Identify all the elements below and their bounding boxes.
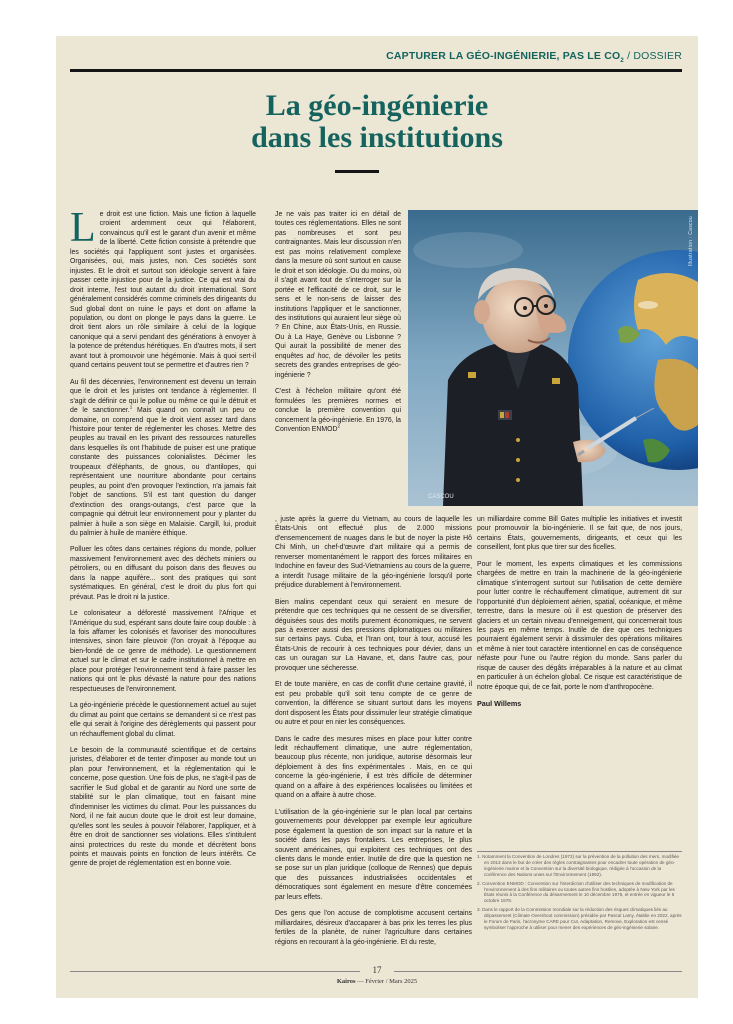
publication-name: Kairos: [336, 978, 356, 985]
paragraph: Au fil des décennies, l'environnement est devenu un terrain que le droit et les juristes ont tendance à réglementer. Il s'agit de définir ce qui le pollue ou même ce qui le détruit et de le sanctionner.$^1$ Mais quand on connaît un peu ce domaine, on comprend que le droit vient assez tard dans l'histoire pour tenter de réglementer les choses. Mettre des peuples au travail en les privant des ressources naturelles dans lesquelles ils ont l'habitude de puiser est une pratique constante des puissances colonialistes. Décimer les troupeaux d'éléphants, de gnous, ou d'antilopes, qui représentaient une nourriture abondante pour certains peuples, au point d'en provoquer l'extinction, n'a jamais fait l'objet de sanctions. S'il est tant question du danger d'extinction des orangs-outangs, c'est parce que la compagnie qui détruit leur environnement pour y planter du palmier à huile a son siège en Malaisie. Cargill, lui, produit du palmier à huile de manière éthique.: [70, 378, 256, 537]
illustration: [408, 210, 698, 506]
column-2-lower: [275, 515, 472, 954]
paragraph: Le colonisateur a déforesté massivement l'Afrique et l'Amérique du sud, espérant sans doute faire coup double : à la fois affamer les colonisés et favoriser des monocultures intensives, sinon faire pleuvoir (l'on croyait à l'époque au bien-fondé de ce genre de méthode). Le questionnement actuel sur le climat et sur le cadre institutionnel à mettre en place pour protéger l'environnement tend à faire passer les nations qui ont le plus dévasté la nature pour des nations respectueuses de l'environnement.: [70, 610, 256, 693]
drop-cap: L: [70, 205, 96, 251]
running-header: [56, 50, 682, 64]
paragraph: Le droit est une fiction. Mais une fiction à laquelle croient ardemment ceux qui l'élaborent, convaincus qu'il est le garant d'un avenir et même de la liberté. Cette fiction consiste à prétendre que les sociétés qui l'appliquent sont justes et organisées. Organisées, oui, mais justes, non. Ces sociétés sont injustes. Et le droit et surtout son idéologie servent à faire passer cette injustice pour de la justice. Ce qui est vrai du droit interne, l'est tout autant du droit international. Sont généralement considérés comme criminels des dirigeants du Sud global dont on ruine le pays et dont on affame la population, ou dont on plonge le pays dans la guerre. Le droit tient alors un rôle similaire à celui de la logique canonique qui a servi pendant des générations à envoyer à la potence de prétendus hérétiques. En d'autres mots, il sert avant tout à promouvoir une hégémonie. Mais à quoi sert-il quand certains peuvent tout se permettre et d'autres rien ?: [70, 205, 256, 370]
header-section: DOSSIER: [633, 50, 682, 62]
illustration-credit: Illustration : Cascou: [688, 216, 694, 267]
magazine-page: [56, 36, 698, 998]
footnote-2: 2. Convention ENMOD : Convention sur l'interdiction d'utiliser des techniques de modification de l'environnement à des fins militaires ou toutes autres fins hostiles, adoptée à New York par les États réunis à la Conférence du désarmement le 10 décembre 1976, et entrée en vigueur le 5 octobre 1978.: [477, 880, 675, 904]
author-name: Paul Willems: [477, 699, 522, 709]
footnotes-rule: [477, 851, 682, 852]
footnote-3: 3. Dans le rapport de la Commission mondiale sur la réduction des risques climatiques liés au dépassement (Climate Overshoot commission) présidée par Pascal Lamy, établie en 2022, après le Forum de Paris, l'acronyme CARE pour Cut, Adaptation, Remove, Exploration est censé symboliser l'approche à utiliser pour mener des expériences de géo-ingénierie solaire.: [477, 907, 682, 930]
paragraph: , juste après la guerre du Vietnam, au cours de laquelle les États-Unis ont effectué plus de 2.000 missions d'ensemencement de nuages dans le but de noyer la piste Hô Chi Minh, un chef-d'œuvre d'art militaire qui a permis de renverser momentanément le rapport des forces militaires en Indochine en faveur des Sud-Vietnamiens au cours de la guerre, a interdit l'usage militaire de la géo-ingénierie lorsqu'il porte préjudice durablement à l'environnement.: [275, 516, 472, 590]
paragraph: C'est à l'échelon militaire qu'ont été formulées les premières normes et conclue la première convention qui concernent la géo-ingénierie. En 1976, la Convention ENMOD$^2$: [275, 388, 401, 433]
paragraph: L'utilisation de la géo-ingénierie sur le plan local par certains gouvernements pour développer par exemple leur agriculture pose également la question de son impact sur la nature et la société dans les pays frontaliers. Les entreprises, le plus souvent américaines, qui exploitent ces techniques ont des clients dans le monde entier. Inutile de dire que la question ne se pose sur un plan juridique (colloque de Rennes) que depuis que des puissances industrialisées occidentales et démocratiques sont également en mesure d'être concernées par leurs effets.: [275, 808, 472, 901]
signature: CASCOU: [428, 494, 454, 500]
column-2: [275, 210, 401, 441]
page-number: 17: [372, 965, 382, 975]
header-rule: [70, 69, 682, 72]
issue-date: Février / Mars 2025: [365, 978, 418, 985]
paragraph: Et de toute manière, en cas de conflit d'une certaine gravité, il est peu probable qu'il soit tenu compte de ce genre de convention, la différence se situant surtout dans les moyens dont disposent les États pour dissimuler leur stratégie climatique ou autre et pour en nier les conséquences.: [275, 681, 472, 727]
title-line-1: La géo-ingénierie: [265, 89, 489, 122]
header-separator: /: [627, 50, 631, 62]
footer-publication: [56, 978, 698, 985]
footnote-1: 1. Notamment la Convention de Londres (1972) sur la prévention de la pollution des mers, modifiée en 2013 dans le but de créer des règles contraignantes pour encadrer toute opération de géo-ingénierie marine et la Convention sur la diversité biologique, rédigée à l'occasion de la conférence des Nations unies sur l'Environnement (1992).: [477, 854, 679, 877]
footnote-ref: 2: [337, 423, 340, 429]
footnote-ref: 1: [129, 404, 133, 410]
paragraph: La géo-ingénierie précède le questionnement actuel au sujet du climat au point que certains se demandent si ce n'est pas elle qui serait à l'origine des dérèglements qui passent pour un réchauffement global du climat.: [70, 702, 256, 738]
footer-dash: —: [357, 978, 364, 985]
illustration-painting: [408, 210, 698, 506]
paragraph: Bien malins cependant ceux qui seraient en mesure de prétendre que ces techniques qui ne cessent de se diversifier, déguisées sous des motifs purement économiques, ne servent pas à exercer aussi des pressions diplomatiques ou militaires sur certains pays. Cuba, et l'Iran ont, tour à tour, accusé les États-Unis de recourir à ces techniques pour dévier, dans un cas un ouragan sur La Havane, et, dans l'autre cas, pour provoquer une sécheresse.: [275, 598, 472, 672]
footnotes: [477, 854, 682, 934]
paragraph: Pour le moment, les experts climatiques et les commissions chargées de mettre en train la machinerie de la géo-ingénierie climatique s'interrogent surtout sur l'utilisation de cette dernière pour lutter contre le réchauffement climatique, autrement dit sur l'opportunité d'un déploiement aérien, spatial, océanique, et même terrestre, dans la mesure où il est question de préserver des glaciers et un certain niveau d'enneigement, qui concernerait tous les pays en même temps. Inutile de dire que ces techniques pourraient également servir à dissimuler des opérations militaires et même à nier tout caractère intentionnel en cas de conséquence néfaste pour l'une ou l'autre région du monde. Sans parler du risque de causer des dégâts irréparables à la nature et au climat en particulier à un échelon global. Ce risque est caractéristique de notre époque qui, de ce fait, porte le nom d'anthropocène.: [477, 560, 682, 691]
article-title: [56, 90, 698, 154]
paragraph: Dans le cadre des mesures mises en place pour lutter contre ledit réchauffement climatique, une autre réglementation, beaucoup plus récente, non juridique, autorise désormais leur déploiement à des fins expérimentales . Mais, en ce qui concerne la géo-ingénierie, il est très difficile de déterminer quand on a affaire à des expériences localisées ou limitées et quand on a affaire à autre chose.: [275, 735, 472, 800]
column-3: [477, 515, 682, 716]
paragraph: Le besoin de la communauté scientifique et de certains juristes, d'élaborer et de tenter d'imposer au monde tout un plan pour l'environnement, et la réglementation qui le concerne, pose question. Une fois de plus, ne s'agit-il pas de sacrifier le Sud global et de garantir au Nord une sorte de stabilité sur le plan climatique, tout en faisant mine d'indemniser les victimes du climat. Pour les puissances du Nord, il ne fait aucun doute que le droit est leur domaine, qu'elles sont les seules à pouvoir l'élaborer, l'appliquer, et à être en droit de sanctionner ses violations. Elles s'intitulent ainsi protectrices du reste du monde et décrètent bons points et mauvais points en fonction de leurs intérêts. Ce genre de projet de réglementation est en bonne voie.: [70, 747, 256, 868]
paragraph: un milliardaire comme Bill Gates multiplie les initiatives et investit pour promouvoir la bio-ingénierie. Il se fait que, de nos jours, certains États, gouvernements, dirigeants, et ceux qui les conseillent, font plus que tirer sur des ficelles.: [477, 516, 682, 552]
title-line-2: dans les institutions: [251, 121, 503, 154]
column-1: [70, 205, 256, 876]
paragraph: Je ne vais pas traiter ici en détail de toutes ces réglementations. Elles ne sont pas nombreuses et sont peu contraignantes. Mais leur discussion n'en est pas moins relativement complexe dans la mesure où sont surtout en cause le droit et son idéologie. Ou du moins, où il s'agit avant tout de s'interroger sur la portée et l'efficacité de ce droit, sur le sens et le non-sens de laisser des institutions l'appliquer et le sanctionner, des institutions qui auraient leur siège où ? En Chine, aux États-Unis, en Russie. Ou à La Haye, Genève ou Lisbonne ? Qui aurait la possibilité de mener des enquêtes ad hoc, de dévoiler les petits secrets des grandes entreprises de géo-ingénierie ?: [275, 211, 401, 379]
header-title: CAPTURER LA GÉO-INGÉNIERIE, PAS LE $CO_2$: [386, 50, 624, 65]
paragraph: Polluer les côtes dans certaines régions du monde, polluer massivement l'environnement avec des déchets miniers ou pétroliers, ou en diffusant du poison dans des fleuves ou dans la nappe aquifère... sont des pratiques qui sont systématiques. En général, c'est le droit du plus fort qui prévaut. Pas le droit ni la justice.: [70, 546, 256, 601]
paragraph: Des gens que l'on accuse de complotisme accusent certains milliardaires, désireux d'accaparer à bas prix les terres les plus fertiles de la planète, de ruiner l'agriculture dans certaines régions en recourant à la géo-ingénierie. Et du reste,: [275, 910, 472, 946]
title-rule: [335, 170, 379, 173]
